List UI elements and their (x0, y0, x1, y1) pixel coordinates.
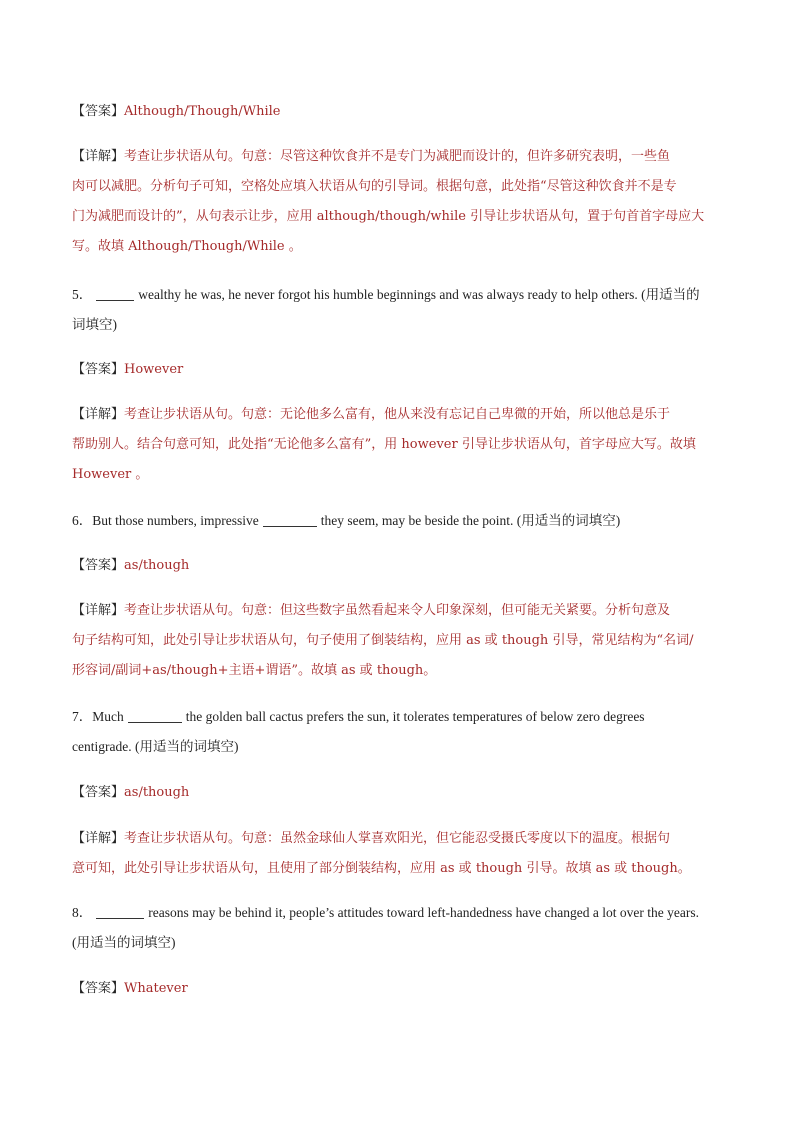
detail-block-5 (72, 400, 724, 490)
answer-block-8 (72, 974, 724, 1004)
answer-blank[interactable] (96, 286, 134, 301)
detail-line: 考查让步状语从句。句意：虽然金球仙人掌喜欢阳光，但它能忍受摄氏零度以下的温度。根据句 (124, 831, 671, 846)
answer-block-7 (72, 778, 724, 808)
detail-block-4 (72, 142, 724, 262)
question-number: 6． (72, 513, 93, 528)
detail-line: 考查让步状语从句。句意：无论他多么富有，他从来没有忘记自己卑微的开始，所以他总是乐于 (124, 407, 671, 422)
detail-line: 考查让步状语从句。句意：但这些数字虽然看起来令人印象深刻，但可能无关紧要。分析句意及 (124, 603, 671, 618)
detail-block-7 (72, 824, 724, 884)
question-text: wealthy he was, he never forgot his humble beginnings and was always ready to help others. (用适当的 (138, 287, 700, 302)
answer-label: 【答案】 (72, 558, 125, 573)
detail-line: 考查让步状语从句。句意：尽管这种饮食并不是专门为减肥而设计的，但许多研究表明，一些鱼 (124, 149, 671, 164)
detail-line: 句子结构可知，此处引导让步状语从句，句子使用了倒装结构，应用 as 或 though 引导，常见结构为“名词/ (72, 633, 694, 648)
answer-text: as/though (124, 785, 190, 800)
answer-text: Whatever (124, 981, 188, 996)
question-8 (72, 898, 724, 958)
question-text: they seem, may be beside the point. (用适当的词填空) (320, 513, 621, 528)
answer-label: 【答案】 (72, 981, 125, 996)
answer-text: as/though (124, 558, 190, 573)
question-text: (用适当的词填空) (72, 935, 176, 950)
detail-line: 写。故填 Although/Though/While 。 (72, 239, 302, 254)
answer-text: However (124, 362, 184, 377)
detail-line: However 。 (72, 467, 149, 482)
detail-line: 形容词/副词+as/though+主语+谓语”。故填 as 或 though。 (72, 663, 437, 678)
detail-label: 【详解】 (72, 603, 125, 618)
detail-label: 【详解】 (72, 407, 125, 422)
question-text: Much (92, 709, 124, 724)
answer-block-6 (72, 551, 724, 581)
detail-line: 意可知，此处引导让步状语从句，且使用了部分倒装结构，应用 as 或 though 引导。故填 as 或 though。 (72, 861, 691, 876)
detail-label: 【详解】 (72, 831, 125, 846)
answer-label: 【答案】 (72, 104, 125, 119)
detail-line: 肉可以减肥。分析句子可知，空格处应填入状语从句的引导词。根据句意，此处指“尽管这种饮食并不是专 (72, 179, 677, 194)
detail-line: 门为减肥而设计的”，从句表示让步，应用 although/though/while 引导让步状语从句，置于句首首字母应大 (72, 209, 705, 224)
answer-blank[interactable] (128, 708, 182, 723)
question-number: 5． (72, 287, 93, 302)
question-text: centigrade. (用适当的词填空) (72, 739, 239, 754)
question-number: 8． (72, 905, 93, 920)
question-number: 7． (72, 709, 93, 724)
question-text: reasons may be behind it, people’s attitudes toward left-handedness have changed a lot over the years. (148, 905, 699, 920)
answer-blank[interactable] (96, 904, 144, 919)
question-text: the golden ball cactus prefers the sun, it tolerates temperatures of below zero degrees (185, 709, 645, 724)
answer-text: Although/Though/While (124, 104, 281, 119)
question-6 (72, 506, 724, 536)
question-text: But those numbers, impressive (92, 513, 259, 528)
answer-block-4 (72, 97, 724, 127)
question-text: 词填空) (72, 317, 117, 332)
detail-block-6 (72, 596, 724, 686)
detail-label: 【详解】 (72, 149, 125, 164)
question-7 (72, 702, 724, 762)
detail-line: 帮助别人。结合句意可知，此处指“无论他多么富有”，用 however 引导让步状语从句，首字母应大写。故填 (72, 437, 696, 452)
answer-blank[interactable] (263, 512, 317, 527)
answer-block-5 (72, 355, 724, 385)
answer-label: 【答案】 (72, 785, 125, 800)
question-5 (72, 280, 724, 340)
answer-label: 【答案】 (72, 362, 125, 377)
